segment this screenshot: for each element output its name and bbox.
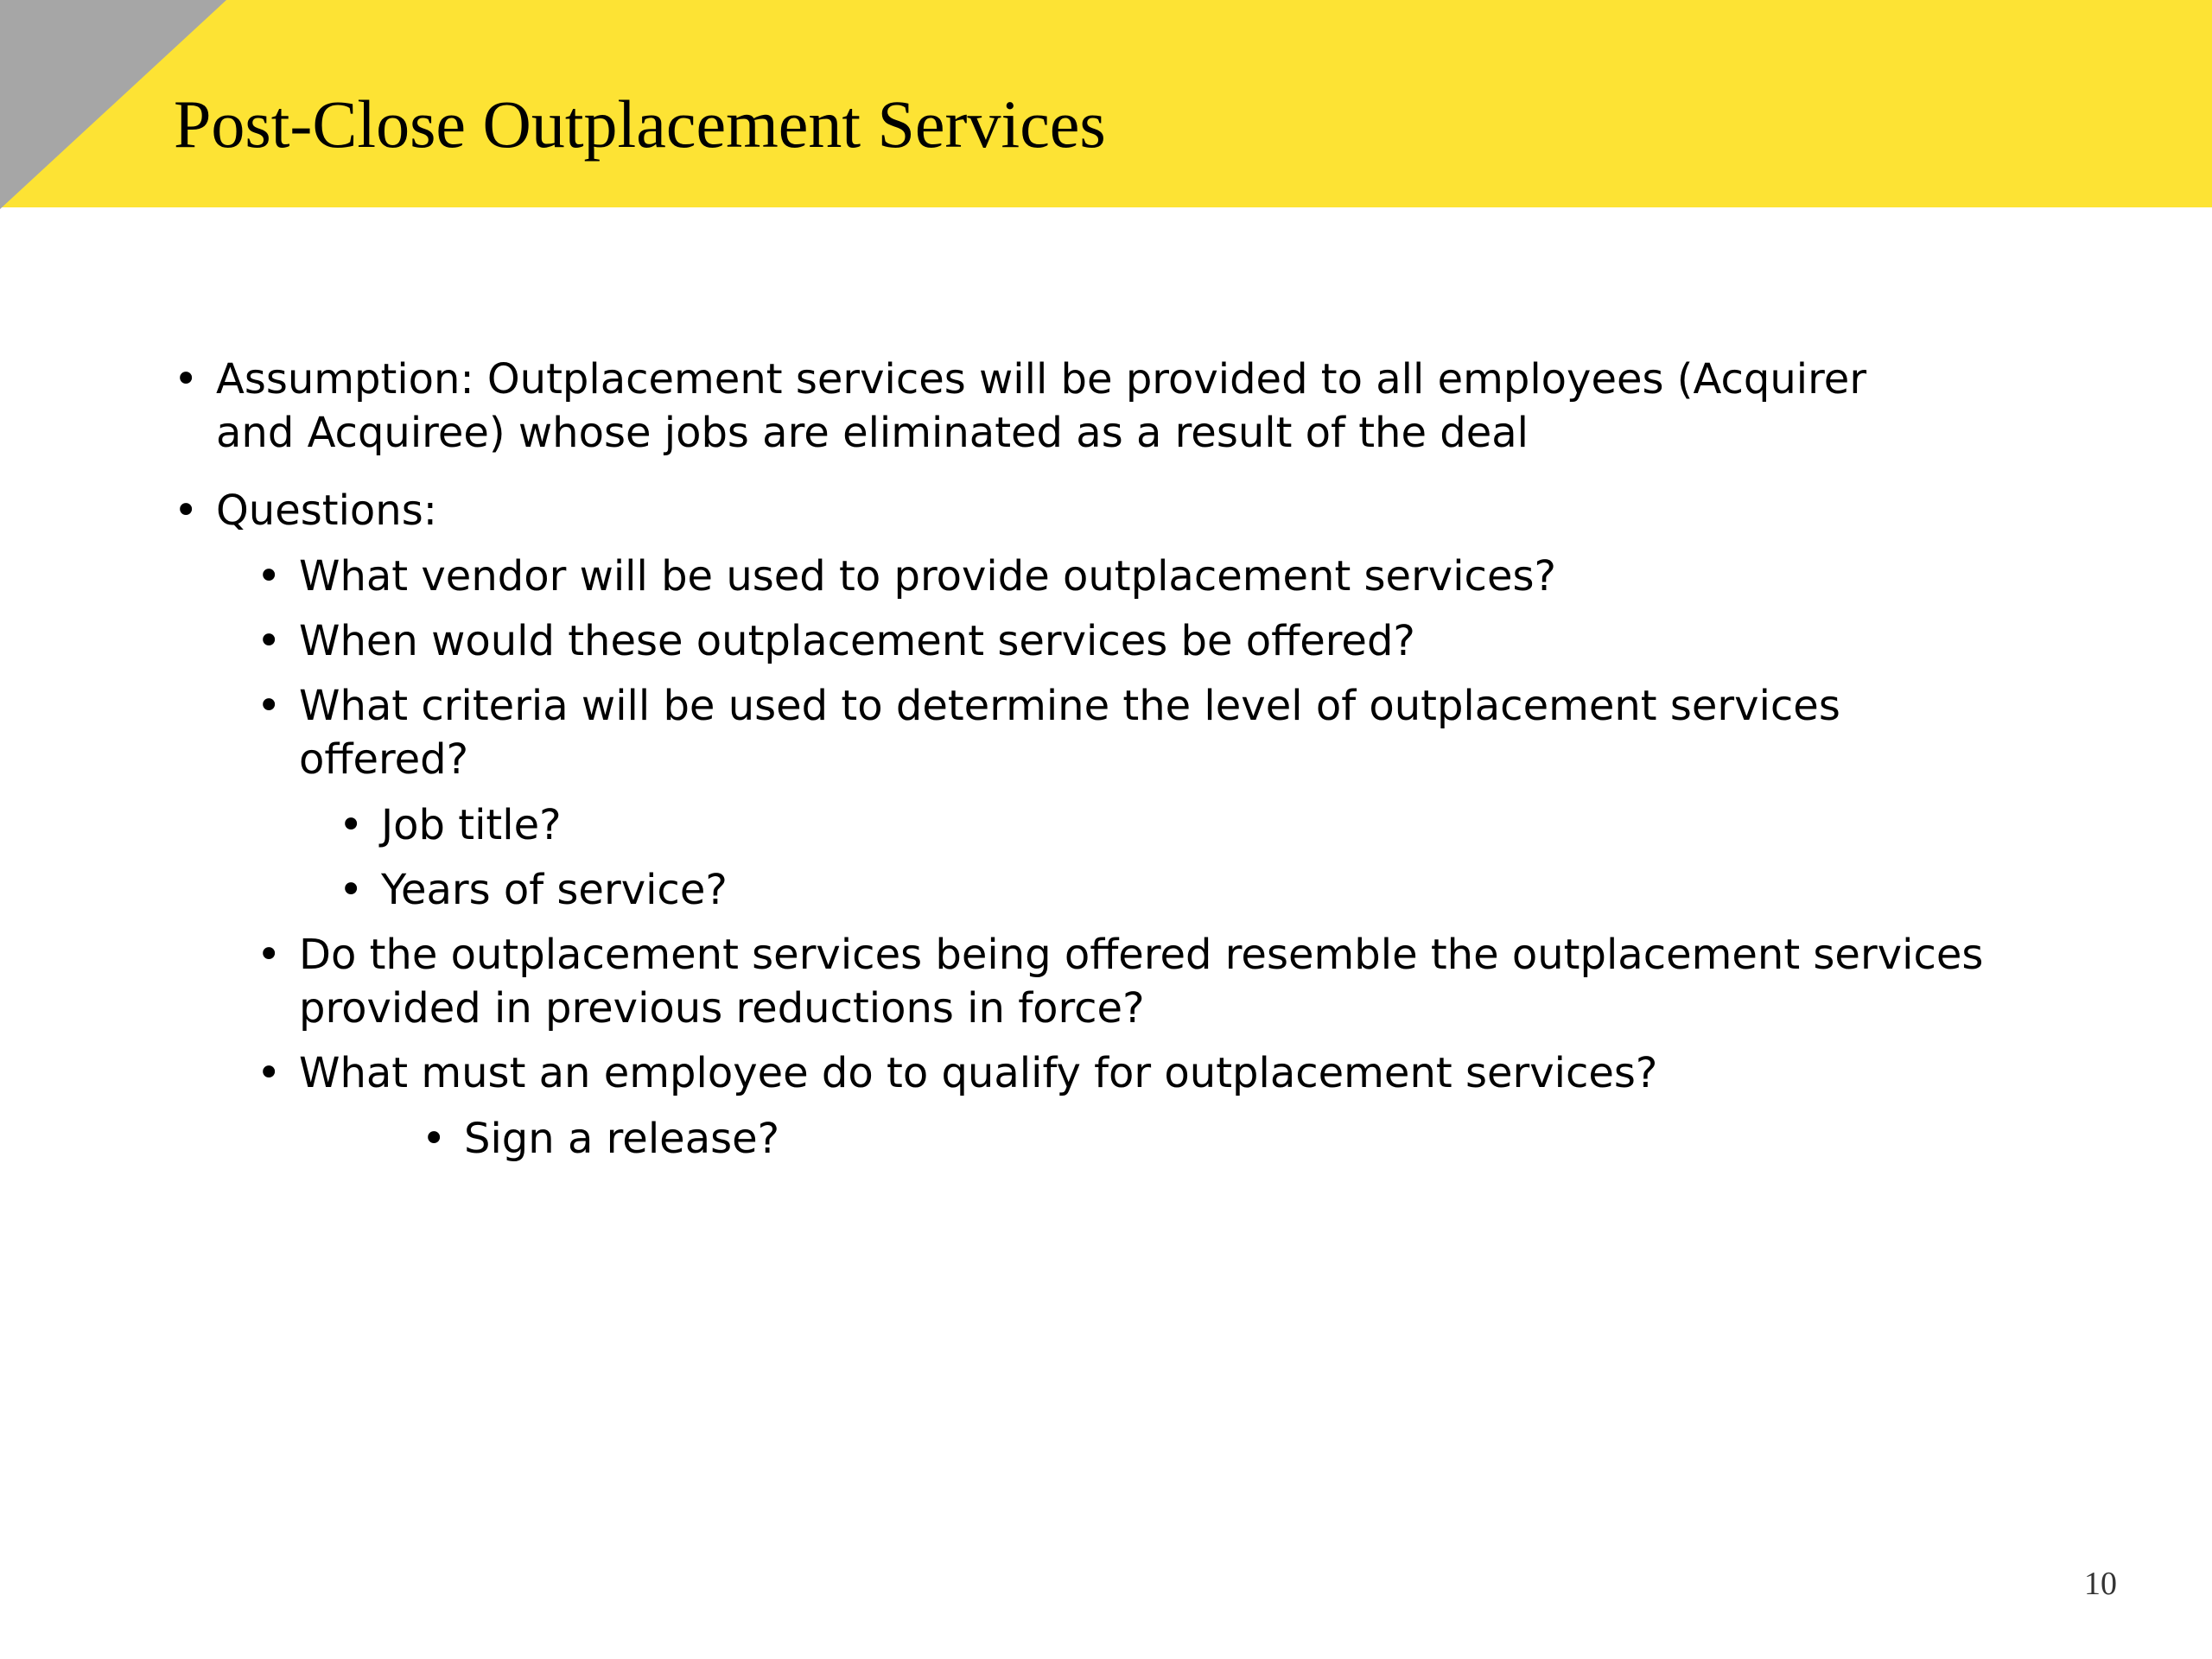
bullet-icon: •: [422, 1115, 447, 1163]
bullet-item: [0, 798, 1936, 852]
bullet-text: Do the outplacement services being offered resemble the outplacement services provided in previous reductions in force?: [299, 931, 1984, 1033]
bullet-icon: •: [257, 682, 282, 730]
page-number: 10: [2084, 1566, 2117, 1602]
bullet-item: [0, 353, 1944, 460]
bullet-text: What vendor will be used to provide outplacement services?: [299, 552, 1556, 601]
bullet-item: [0, 550, 2010, 603]
bullet-text: What criteria will be used to determine the level of outplacement services offered?: [299, 682, 1840, 784]
bullet-icon: •: [339, 801, 364, 849]
bullet-text: Assumption: Outplacement services will be provided to all employees (Acquirer and Acquiree) whose jobs are eliminated as a result of the deal: [216, 355, 1867, 457]
slide-title: Post-Close Outplacement Services: [174, 86, 1106, 162]
bullet-item: [0, 1046, 2010, 1100]
bullet-text: What must an employee do to qualify for outplacement services?: [299, 1049, 1658, 1097]
bullet-text: Questions:: [216, 486, 437, 535]
bullet-text: Sign a release?: [464, 1115, 780, 1163]
bullet-item: [0, 484, 1944, 537]
bullet-icon: •: [339, 866, 364, 914]
bullet-icon: •: [174, 355, 199, 404]
bullet-text: Job title?: [381, 801, 562, 849]
bullet-list: [0, 353, 2212, 1166]
bullet-item: [0, 863, 1936, 917]
bullet-text: Years of service?: [381, 866, 728, 914]
bullet-text: When would these outplacement services be offered?: [299, 617, 1415, 665]
bullet-icon: •: [257, 931, 282, 979]
bullet-icon: •: [257, 552, 282, 601]
bullet-item: [0, 614, 2010, 668]
bullet-icon: •: [257, 1049, 282, 1097]
bullet-icon: •: [174, 486, 199, 535]
bullet-icon: •: [257, 617, 282, 665]
bullet-item: [0, 1112, 1933, 1166]
bullet-item: [0, 679, 2010, 786]
bullet-item: [0, 928, 2010, 1035]
